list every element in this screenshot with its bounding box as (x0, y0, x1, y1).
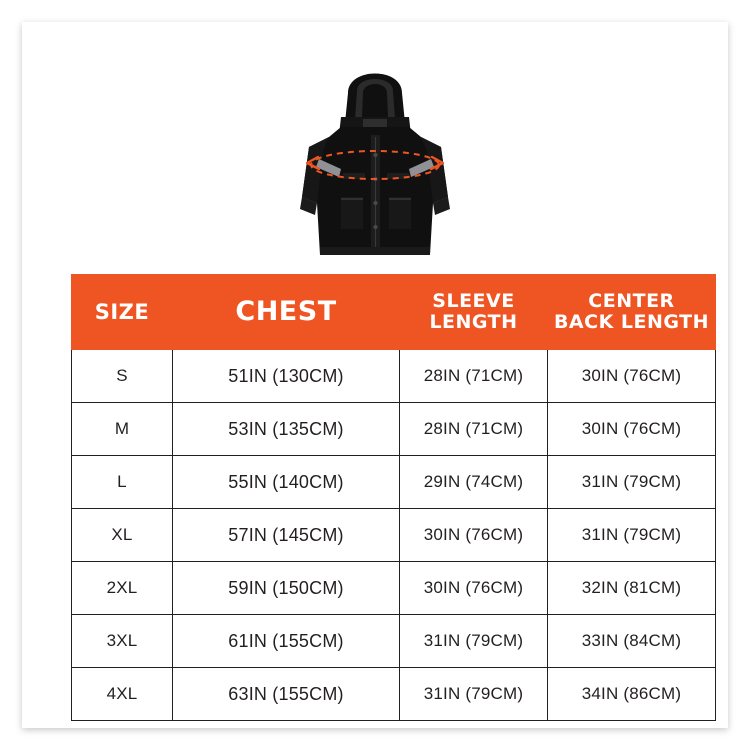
jacket-illustration (22, 40, 728, 278)
column-header-chest: CHEST (173, 275, 400, 350)
cell-center-back-length: 33IN (84CM) (548, 615, 716, 668)
cell-center-back-length: 30IN (76CM) (548, 350, 716, 403)
cell-center-back-length: 31IN (79CM) (548, 456, 716, 509)
cell-chest: 55IN (140CM) (173, 456, 400, 509)
cell-size: XL (72, 509, 173, 562)
cell-size: 3XL (72, 615, 173, 668)
table-row (72, 403, 716, 456)
table-row (72, 509, 716, 562)
table-row (72, 562, 716, 615)
column-header-center-line2: BACK LENGTH (553, 311, 710, 333)
cell-sleeve-length: 28IN (71CM) (400, 403, 548, 456)
cell-center-back-length: 30IN (76CM) (548, 403, 716, 456)
table-row (72, 668, 716, 721)
cell-chest: 59IN (150CM) (173, 562, 400, 615)
cell-sleeve-length: 30IN (76CM) (400, 562, 548, 615)
table-row (72, 615, 716, 668)
cell-center-back-length: 34IN (86CM) (548, 668, 716, 721)
column-header-center-line1: CENTER (588, 290, 675, 313)
size-table-head (72, 275, 716, 350)
cell-sleeve-length: 31IN (79CM) (400, 668, 548, 721)
cell-center-back-length: 31IN (79CM) (548, 509, 716, 562)
table-row (72, 456, 716, 509)
cell-size: M (72, 403, 173, 456)
column-header-sleeve-line2: LENGTH (429, 311, 518, 333)
table-header-row (72, 275, 716, 350)
cell-chest: 57IN (145CM) (173, 509, 400, 562)
column-header-size: SIZE (72, 275, 173, 350)
cell-sleeve-length: 30IN (76CM) (400, 509, 548, 562)
cell-center-back-length: 32IN (81CM) (548, 562, 716, 615)
size-table (71, 274, 716, 721)
jacket-graphic-svg (245, 47, 505, 272)
column-header-center-back-length (548, 275, 716, 350)
cell-size: S (72, 350, 173, 403)
size-chart-card (22, 22, 728, 728)
cell-sleeve-length: 31IN (79CM) (400, 615, 548, 668)
table-row (72, 350, 716, 403)
cell-chest: 53IN (135CM) (173, 403, 400, 456)
cell-size: 4XL (72, 668, 173, 721)
cell-size: L (72, 456, 173, 509)
column-header-sleeve-line1: SLEEVE (432, 290, 515, 313)
cell-size: 2XL (72, 562, 173, 615)
size-table-container (71, 274, 710, 721)
cell-sleeve-length: 28IN (71CM) (400, 350, 548, 403)
cell-chest: 61IN (155CM) (173, 615, 400, 668)
column-header-sleeve-length (400, 275, 548, 350)
size-table-body (72, 350, 716, 721)
cell-sleeve-length: 29IN (74CM) (400, 456, 548, 509)
cell-chest: 63IN (155CM) (173, 668, 400, 721)
cell-chest: 51IN (130CM) (173, 350, 400, 403)
